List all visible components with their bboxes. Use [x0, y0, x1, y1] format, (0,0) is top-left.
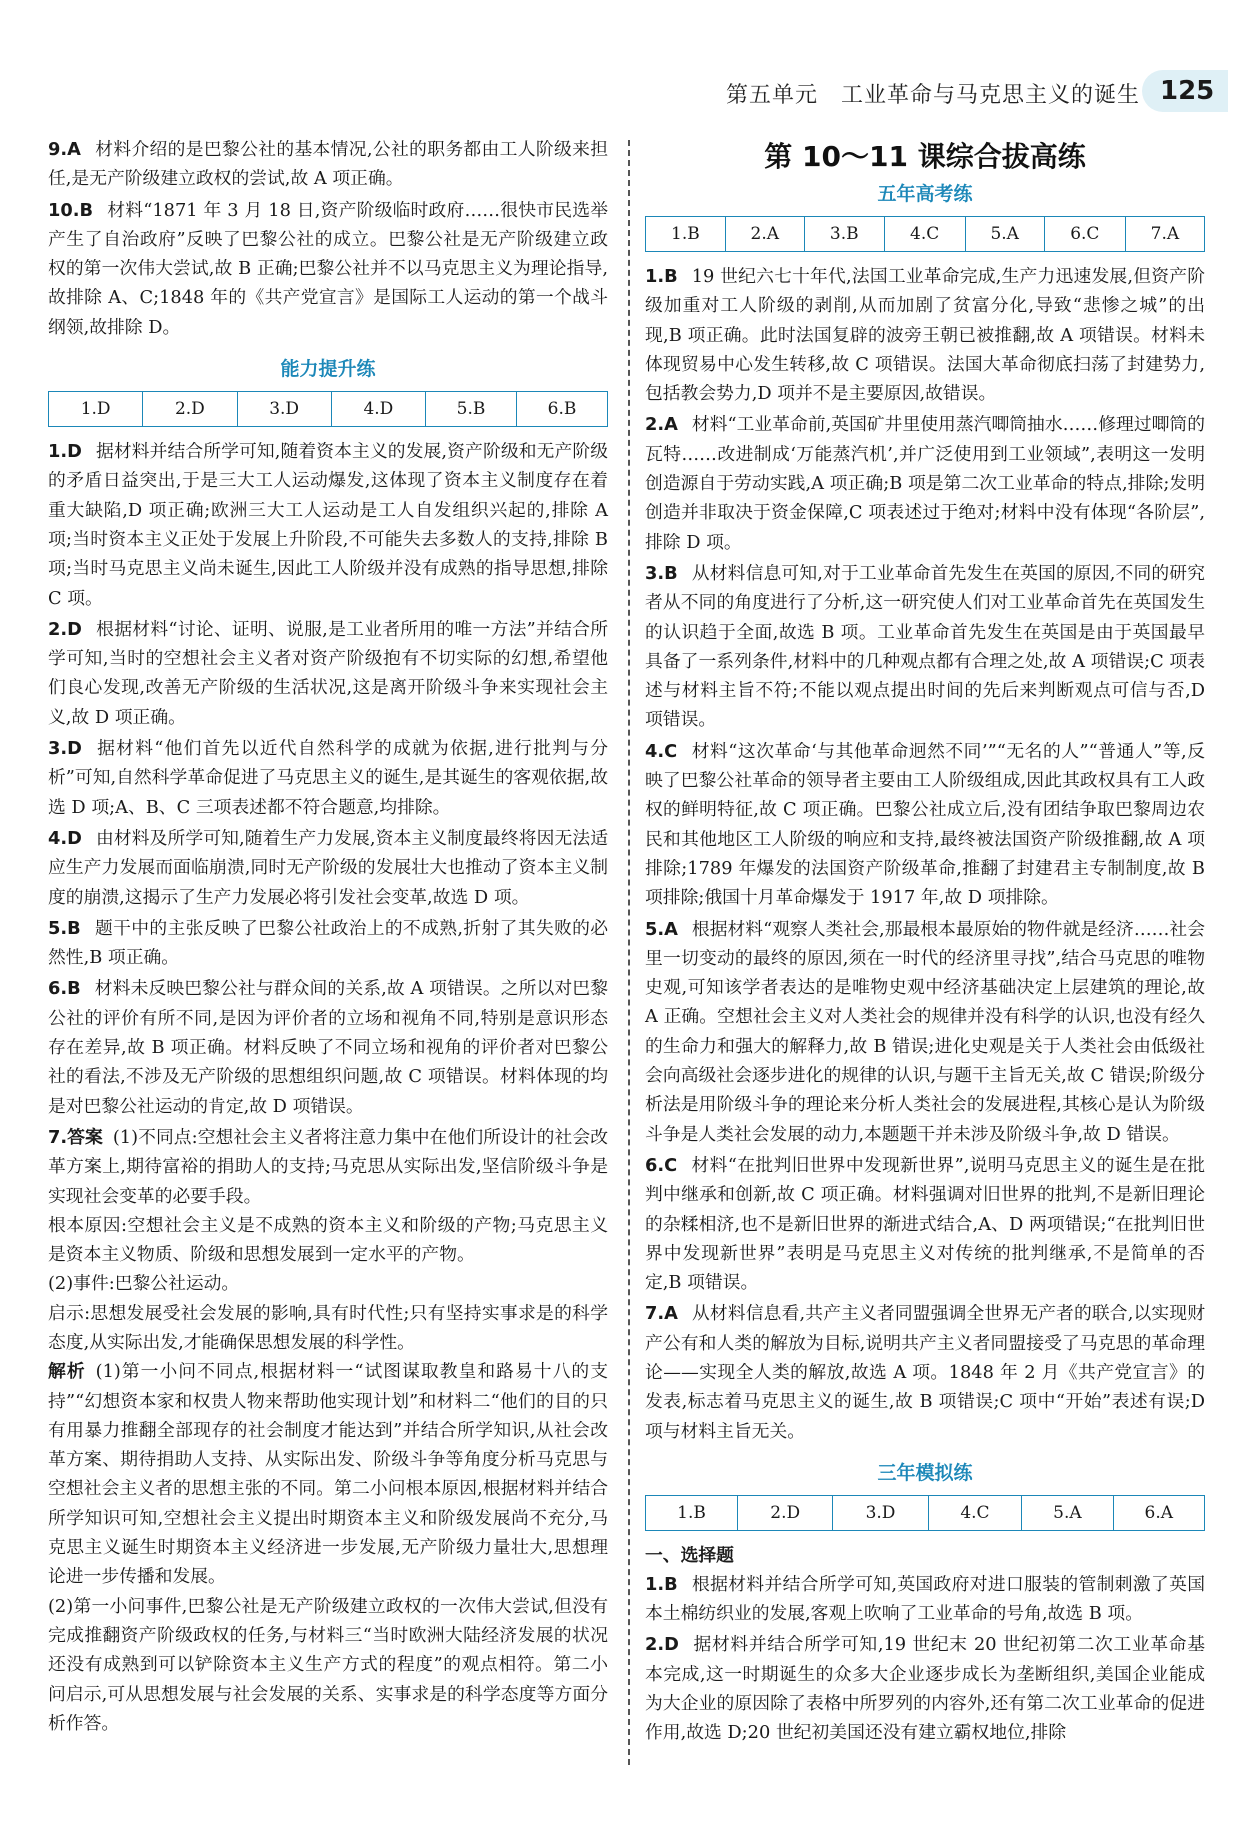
five-year-item [645, 737, 1205, 913]
item-number: 5.A [645, 918, 678, 940]
section-title-three-year: 三年模拟练 [877, 1461, 973, 1484]
item-number: 6.B [48, 978, 81, 1000]
item-text: 19 世纪六七十年代,法国工业革命完成,生产力迅速发展,但资产阶级加重对工人阶级的剥削,从而加剧了贫富分化,导致“悲惨之城”的出现,B 项正确。此时法国复辟的波旁王朝已被推翻,故 A 项错误。材料未体现贸易中心发生转移,故 C 项错误。法国大革命彻底扫荡了封建势力,包括教会势力,D 项并不是主要原因,故错误。 [645, 266, 1205, 405]
answer-cell: 3.B [804, 217, 884, 252]
answer-table-five-year [645, 216, 1205, 252]
item-number: 2.D [645, 1634, 679, 1656]
item-number: 1.D [48, 441, 82, 463]
item-number: 3.B [645, 562, 678, 584]
item-number: 4.C [645, 740, 678, 762]
question-7 [48, 1123, 608, 1738]
answer-cell: 5.A [1022, 1495, 1113, 1530]
answer-cell: 4.D [331, 392, 425, 427]
item-number: 4.D [48, 827, 82, 849]
q7-line-4: 启示:思想发展受社会发展的影响,具有时代性;只有坚持实事求是的科学态度,从实际出发,才能确保思想发展的科学性。 [48, 1302, 608, 1353]
left-top-items [48, 135, 608, 342]
ability-item [48, 914, 608, 973]
item-text: 从材料信息看,共产主义者同盟强调全世界无产者的联合,以实现财产公有和人类的解放为目标,说明共产主义者同盟接受了马克思的革命理论——实现全人类的解放,故选 A 项。1848 年 2 月《共产党宣言》的发表,标志着马克思主义的诞生,故 B 项错误;C 项中“开始”表述有误;D 项与材料主旨无关。 [645, 1303, 1205, 1442]
ability-item [48, 734, 608, 822]
item-text: 材料“工业革命前,英国矿井里使用蒸汽唧筒抽水……修理过唧筒的瓦特……改进制成‘万能蒸汽机’,并广泛使用到工业领域”,表明这一发明创造源自于劳动实践,A 项正确;B 项是第二次工业革命的特点,排除;发明创造并非取决于资金保障,C 项表述过于绝对;材料中没有体现“各阶层”,排除 D 项。 [645, 414, 1205, 553]
three-year-item [645, 1630, 1205, 1747]
ability-item [48, 437, 608, 613]
item-number: 1.B [645, 266, 678, 287]
right-column [645, 135, 1205, 1750]
page-number: 125 [1142, 70, 1228, 112]
five-year-item [645, 1151, 1205, 1297]
item-text: 据材料“他们首先以近代自然科学的成就为依据,进行批判与分析”可知,自然科学革命促进了马克思主义的诞生,是其诞生的客观依据,故选 D 项;A、B、C 三项表述都不符合题意,均排除。 [48, 738, 608, 818]
answer-cell: 6.A [1113, 1495, 1204, 1530]
item-number: 2.D [48, 618, 82, 640]
section-title-five-year: 五年高考练 [877, 183, 973, 205]
ability-item [48, 615, 608, 732]
answer-cell: 2.D [738, 1495, 833, 1530]
item-number: 5.B [48, 917, 81, 939]
ability-item [48, 824, 608, 912]
left-top-item [48, 196, 608, 342]
answer-cell: 3.D [237, 392, 331, 427]
item-number: 6.C [645, 1154, 678, 1176]
item-text: 由材料及所学可知,随着生产力发展,资本主义制度最终将因无法适应生产力发展而面临崩溃,同时无产阶级的发展壮大也推动了资本主义制度的崩溃,这揭示了生产力发展必将引发社会变革,故选 D 项。 [48, 827, 608, 908]
answer-cell: 1.D [49, 392, 143, 427]
item-number: 7.A [645, 1303, 678, 1325]
item-number: 3.D [48, 738, 82, 760]
left-top-item [48, 135, 608, 194]
section-title-ability: 能力提升练 [280, 358, 376, 381]
answer-cell: 3.D [833, 1495, 928, 1530]
five-year-item [645, 1299, 1205, 1445]
answer-cell: 4.C [928, 1495, 1022, 1530]
item-text: 根据材料并结合所学可知,英国政府对进口服装的管制刺激了英国本土棉纺织业的发展,客观上吹响了工业革命的号角,故选 B 项。 [645, 1573, 1205, 1625]
item-number: 9.A [48, 139, 81, 160]
q7-analysis-2: (2)第一小问事件,巴黎公社是无产阶级建立政权的一次伟大尝试,但没有完成推翻资产阶级政权的任务,与材料三“当时欧洲大陆经济发展的状况还没有成熟到可以铲除资本主义生产方式的程度”的观点相符。第二小问启示,可从思想发展与社会发展的关系、实事求是的科学态度等方面分析作答。 [48, 1595, 608, 1734]
answer-cell: 7.A [1125, 217, 1204, 252]
item-number: 2.A [645, 414, 678, 436]
item-text: 据材料并结合所学可知,19 世纪末 20 世纪初第二次工业革命基本完成,这一时期诞生的众多大企业逐步成长为垄断组织,美国企业能成为大企业的原因除了表格中所罗列的内容外,还有第二次工业革命的促进作用,故选 D;20 世纪初美国还没有建立霸权地位,排除 [645, 1634, 1205, 1744]
answer-cell: 1.B [646, 1495, 738, 1530]
ability-item [48, 974, 608, 1120]
item-text: 题干中的主张反映了巴黎公社政治上的不成熟,折射了其失败的必然性,B 项正确。 [48, 917, 608, 969]
choice-subheading: 一、选择题 [645, 1544, 734, 1566]
q7-line-2: 根本原因:空想社会主义是不成熟的资本主义和阶级的产物;马克思主义是资本主义物质、阶级和思想发展到一定水平的产物。 [48, 1214, 608, 1266]
answer-table-ability [48, 391, 608, 427]
q7-label: 7.答案 [48, 1126, 103, 1148]
three-year-item [645, 1570, 1205, 1629]
answer-cell: 4.C [884, 217, 965, 252]
item-number: 1.B [645, 1573, 678, 1595]
answer-cell: 2.A [725, 217, 804, 252]
q7-line-1: 7.答案 (1)不同点:空想社会主义者将注意力集中在他们所设计的社会改革方案上,期待富裕的捐助人的支持;马克思从实际出发,坚信阶级斗争是实现社会变革的必要手段。 [48, 1126, 608, 1207]
item-text: 根据材料“观察人类社会,那最根本最原始的物件就是经济……社会里一切变动的最终的原因,须在一时代的经济里寻找”,结合马克思的唯物史观,可知该学者表达的是唯物史观中经济基础决定上层建筑的理论,故 A 正确。空想社会主义对人类社会的规律并没有科学的认识,也没有经久的生命力和强大的解释力,故 B 错误;进化史观是关于人类社会由低级社会向高级社会逐步进化的规律的认识,与题干主旨无关,故 C 错误;阶级分析法是用阶级斗争的理论来分析人类社会的发展进程,其核心是认为阶级斗争是人类社会发展的动力,本题题干并未涉及阶级斗争,故 D 错误。 [645, 918, 1205, 1145]
five-year-item [645, 559, 1205, 735]
answer-cell: 5.A [965, 217, 1044, 252]
item-text: 材料未反映巴黎公社与群众间的关系,故 A 项错误。之所以对巴黎公社的评价有所不同,是因为评价者的立场和视角不同,特别是意识形态存在差异,故 B 项正确。材料反映了不同立场和视角的评价者对巴黎公社的看法,不涉及无产阶级的思想组织问题,故 C 项错误。材料体现的均是对巴黎公社运动的肯定,故 D 项错误。 [48, 978, 608, 1117]
right-items-five-year [645, 262, 1205, 1446]
answer-cell: 6.B [516, 392, 607, 427]
answer-cell: 6.C [1044, 217, 1125, 252]
answer-cell: 5.B [426, 392, 517, 427]
right-items-three-year [645, 1570, 1205, 1748]
answer-cell: 2.D [143, 392, 237, 427]
q7-line-3: (2)事件:巴黎公社运动。 [48, 1273, 240, 1295]
left-column [48, 135, 608, 1738]
answer-table-three-year [645, 1495, 1205, 1531]
item-text: 材料“这次革命‘与其他革命迥然不同’”“无名的人”“普通人”等,反映了巴黎公社革命的领导者主要由工人阶级组成,因此其政权具有工人政权的鲜明特征,故 C 项正确。巴黎公社成立后,没有团结争取巴黎周边农民和其他地区工人阶级的响应和支持,最终被法国资产阶级推翻,故 A 项排除;1789 年爆发的法国资产阶级革命,推翻了封建君主专制制度,故 B 项排除;俄国十月革命爆发于 1917 年,故 D 项排除。 [645, 740, 1205, 909]
lesson-title: 第 10～11 课综合拔高练 [764, 140, 1086, 173]
five-year-item [645, 410, 1205, 556]
page-header [0, 0, 1250, 110]
analysis-label: 解析 [48, 1361, 86, 1383]
item-text: 根据材料“讨论、证明、说服,是工业者所用的唯一方法”并结合所学可知,当时的空想社会主义者对资产阶级抱有不切实际的幻想,希望他们良心发现,改善无产阶级的生活状况,这是离开阶级斗争来实现社会主义,故 D 项正确。 [48, 618, 608, 728]
q7-analysis-1: 解析 (1)第一小问不同点,根据材料一“试图谋取教皇和路易十八的支持”“幻想资本家和权贵人物来帮助他实现计划”和材料二“他们的目的只有用暴力推翻全部现存的社会制度才能达到”并结合所学知识,从社会改革方案、期待捐助人支持、从实际出发、阶级斗争等角度分析马克思与空想社会主义者的思想主张的不同。第二小问根本原因,根据材料并结合所学知识可知,空想社会主义提出时期资本主义和阶级发展尚不充分,马克思主义诞生时期资本主义经济进一步发展,无产阶级力量壮大,思想理论进一步传播和发展。 [48, 1361, 608, 1588]
left-items [48, 437, 608, 1121]
item-text: 据材料并结合所学可知,随着资本主义的发展,资产阶级和无产阶级的矛盾日益突出,于是三大工人运动爆发,这体现了资本主义制度存在着重大缺陷,D 项正确;欧洲三大工人运动是工人自发组织兴起的,排除 A 项;当时资本主义正处于发展上升阶段,不可能失去多数人的支持,排除 B 项;当时马克思主义尚未诞生,因此工人阶级并没有成熟的指导思想,排除 C 项。 [48, 441, 608, 609]
item-number: 10.B [48, 199, 94, 221]
item-text: 材料“1871 年 3 月 18 日,资产阶级临时政府……很快市民选举产生了自治政府”反映了巴黎公社的成立。巴黎公社是无产阶级建立政权的第一次伟大尝试,故 B 正确;巴黎公社并不以马克思主义为理论指导,故排除 A、C;1848 年的《共产党宣言》是国际工人运动的第一个战斗纲领,故排除 D。 [48, 199, 608, 338]
answer-cell: 1.B [646, 217, 726, 252]
column-divider [628, 140, 630, 1765]
item-text: 材料介绍的是巴黎公社的基本情况,公社的职务都由工人阶级来担任,是无产阶级建立政权的尝试,故 A 项正确。 [48, 139, 608, 190]
unit-title: 第五单元 工业革命与马克思主义的诞生 [725, 83, 1140, 108]
five-year-item [645, 915, 1205, 1149]
item-text: 从材料信息可知,对于工业革命首先发生在英国的原因,不同的研究者从不同的角度进行了分析,这一研究使人们对工业革命首先在英国发生的认识趋于全面,故选 B 项。工业革命首先发生在英国是由于英国最早具备了一系列条件,材料中的几种观点都有合理之处,故 A 项错误;C 项表述与材料主旨不符;不能以观点提出时间的先后来判断观点可信与否,D 项错误。 [645, 562, 1205, 731]
five-year-item [645, 262, 1205, 408]
item-text: 材料“在批判旧世界中发现新世界”,说明马克思主义的诞生是在批判中继承和创新,故 C 项正确。材料强调对旧世界的批判,不是新旧理论的杂糅相济,也不是新旧世界的渐进式结合,A、D 两项错误;“在批判旧世界中发现新世界”表明是马克思主义对传统的批判继承,不是简单的否定,B 项错误。 [645, 1154, 1205, 1294]
